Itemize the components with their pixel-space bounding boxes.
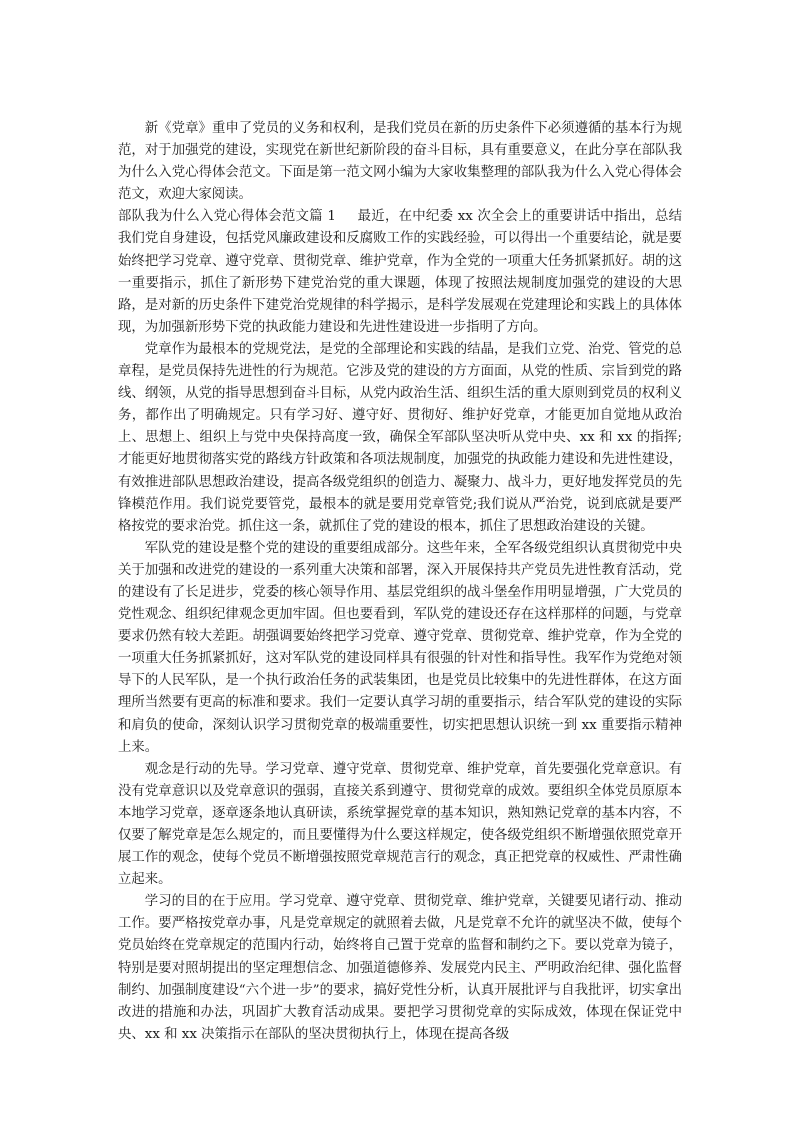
paragraph-5: 学习的目的在于应用。学习党章、遵守党章、贯彻党章、维护党章，关键要见诸行动、推动工作。要严格按党章办事，凡是党章规定的就照着去做，凡是党章不允许的就坚决不做，使每个党员始终在党章规定的范围内行动，始终将自己置于党章的监督和制约之下。要以党章为镜子，特别是要对照胡提出的坚定理想信念、加强道德修养、发展党内民主、严明政治纪律、强化监督制约、加强制度建设“六个进一步”的要求，搞好党性分析，认真开展批评与自我批评，切实拿出改进的措施和办法，巩固扩大教育活动成果。要把学习贯彻党章的实际成效，体现在保证党中央、xx 和 xx 决策指示在部队的坚决贯彻执行上，体现在提高各级 <box>118 894 682 1042</box>
intro-paragraph: 新《党章》重申了党员的义务和权利，是我们党员在新的历史条件下必须遵循的基本行为规范，对于加强党的建设，实现党在新世纪新阶段的奋斗目标，具有重要意义，在此分享在部队我为什么入党心得体会范文。下面是第一范文网小编为大家收集整理的部队我为什么入党心得体会范文，欢迎大家阅读。 <box>118 121 682 203</box>
article-title: 部队我为什么入党心得体会范文篇 1 <box>118 209 336 225</box>
document-page <box>118 118 682 1046</box>
paragraph-1-text: 最近，在中纪委 xx 次全会上的重要讲话中指出，总结我们党自身建设，包括党风廉政建设和反腐败工作的实践经验，可以得出一个重要结论，就是要始终把学习党章、遵守党章、贯彻党章、维护党章，作为全党的一项重大任务抓紧抓好。胡的这一重要指示，抓住了新形势下建党治党的重大课题，体现了按照法规制度加强党的建设的大思路，是对新的历史条件下建党治党规律的科学揭示，是科学发展观在党建理论和实践上的具体体现，为加强新形势下党的执政能力建设和先进性建设进一步指明了方向。 <box>118 209 682 335</box>
paragraph-2: 党章作为最根本的党规党法，是党的全部理论和实践的结晶，是我们立党、治党、管党的总章程，是党员保持先进性的行为规范。它涉及党的建设的方方面面，从党的性质、宗旨到党的路线、纲领，从党的指导思想到奋斗目标，从党内政治生活、组织生活的重大原则到党员的权利义务，都作出了明确规定。只有学习好、遵守好、贯彻好、维护好党章，才能更加自觉地从政治上、思想上、组织上与党中央保持高度一致，确保全军部队坚决听从党中央、xx 和 xx 的指挥;才能更好地贯彻落实党的路线方针政策和各项法规制度，加强党的执政能力建设和先进性建设，有效推进部队思想政治建设，提高各级党组织的创造力、凝聚力、战斗力，更好地发挥党员的先锋模范作用。我们说党要管党，最根本的就是要用党章管党;我们说从严治党，说到底就是要严格按党的要求治党。抓住这一条，就抓住了党的建设的根本，抓住了思想政治建设的关键。 <box>118 341 682 534</box>
article-first-paragraph <box>118 206 682 339</box>
paragraph-3: 军队党的建设是整个党的建设的重要组成部分。这些年来，全军各级党组织认真贯彻党中央关于加强和改进党的建设的一系列重大决策和部署，深入开展保持共产党员先进性教育活动，党的建设有了长足进步，党委的核心领导作用、基层党组织的战斗堡垒作用明显增强，广大党员的党性观念、组织纪律观念更加牢固。但也要看到，军队党的建设还存在这样那样的问题，与党章要求仍然有较大差距。胡强调要始终把学习党章、遵守党章、贯彻党章、维护党章，作为全党的一项重大任务抓紧抓好，这对军队党的建设同样具有很强的针对性和指导性。我军作为党绝对领导下的人民军队，是一个执行政治任务的武装集团，也是党员比较集中的先进性群体，在这方面理所当然要有更高的标准和要求。我们一定要认真学习胡的重要指示，结合军队党的建设的实际和肩负的使命，深刻认识学习贯彻党章的极端重要性，切实把思想认识统一到 xx 重要指示精神上来。 <box>118 540 682 755</box>
paragraph-4: 观念是行动的先导。学习党章、遵守党章、贯彻党章、维护党章，首先要强化党章意识。有没有党章意识以及党章意识的强弱，直接关系到遵守、贯彻党章的成效。要组织全体党员原原本本地学习党章，逐章逐条地认真研读，系统掌握党章的基本知识，熟知熟记党章的基本内容，不仅要了解党章是怎么规定的，而且要懂得为什么要这样规定，使各级党组织不断增强依照党章开展工作的观念，使每个党员不断增强按照党章规范言行的观念，真正把党章的权威性、严肃性确立起来。 <box>118 761 682 888</box>
